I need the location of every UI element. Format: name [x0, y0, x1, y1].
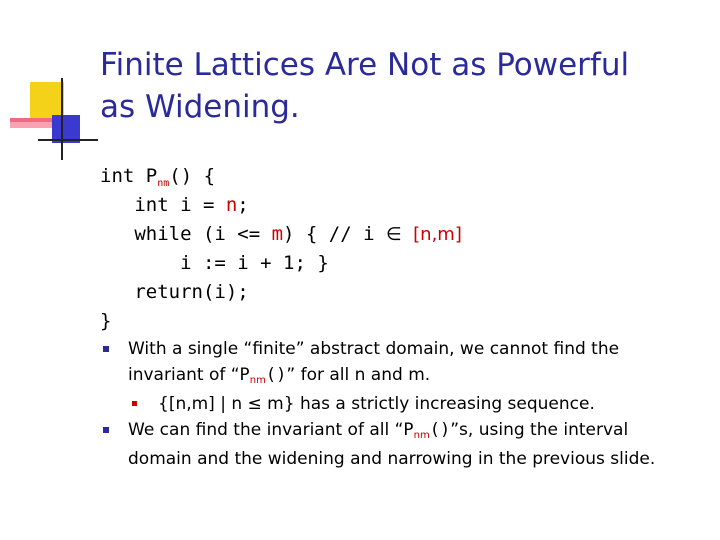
- bullet-text-line: domain and the widening and narrowing in the previous slide.: [128, 449, 656, 469]
- bullet-func-subscript: nm: [413, 430, 430, 441]
- bullet-func-parens: (): [429, 420, 451, 440]
- bullet-item: [100, 336, 700, 391]
- bullet-text-line: [128, 362, 700, 391]
- code-var-n: n: [225, 194, 238, 216]
- bullet-func-name: P: [403, 420, 414, 440]
- bullet-list: [100, 336, 700, 472]
- sub-bullet-text: {[n,m] | n ≤ m} has a strictly increasing sequence.: [158, 394, 595, 414]
- bullet-text: invariant of “: [128, 365, 240, 385]
- sub-bullet-item: [100, 391, 700, 417]
- code-line-1: [100, 162, 462, 191]
- code-text: int i =: [100, 194, 226, 216]
- bullet-square-icon: [103, 427, 109, 433]
- code-text: [402, 223, 413, 245]
- code-line-3: [100, 220, 462, 249]
- code-text: int P: [100, 165, 158, 187]
- code-line-2: [100, 191, 462, 220]
- code-range: [n,m]: [413, 224, 462, 245]
- element-of-symbol: ∈: [386, 224, 402, 245]
- slide-title-line2: as Widening.: [100, 89, 300, 125]
- code-text: ) { // i: [283, 223, 386, 245]
- bullet-func-subscript: nm: [249, 375, 266, 386]
- bullet-text: ”s, using the interval: [450, 420, 629, 440]
- bullet-text: ” for all n and m.: [286, 365, 431, 385]
- deco-blue-square: [52, 115, 80, 143]
- code-var-m: m: [271, 223, 284, 245]
- code-text: while (i <=: [100, 223, 272, 245]
- code-text: () {: [169, 165, 216, 187]
- slide-title-line1: Finite Lattices Are Not as Powerful: [100, 47, 630, 83]
- bullet-item: [100, 417, 700, 472]
- code-line-6: }: [100, 310, 112, 332]
- bullet-func-parens: (): [265, 365, 287, 385]
- slide-decoration: [0, 0, 100, 170]
- slide-title: [100, 44, 710, 128]
- deco-yellow-square: [30, 82, 64, 118]
- bullet-func-name: P: [239, 365, 250, 385]
- deco-pink-bar-light: [10, 122, 52, 128]
- code-text: ;: [237, 194, 249, 216]
- bullet-text-line: [128, 417, 700, 446]
- code-block: [100, 162, 462, 336]
- sub-bullet-square-icon: [132, 401, 137, 406]
- code-subscript: nm: [157, 178, 170, 189]
- bullet-text: We can find the invariant of all “: [128, 420, 404, 440]
- bullet-square-icon: [103, 346, 109, 352]
- code-line-5: return(i);: [100, 281, 249, 303]
- bullet-text-line: With a single “finite” abstract domain, we cannot find the: [128, 339, 620, 359]
- code-line-4: i := i + 1; }: [100, 252, 329, 274]
